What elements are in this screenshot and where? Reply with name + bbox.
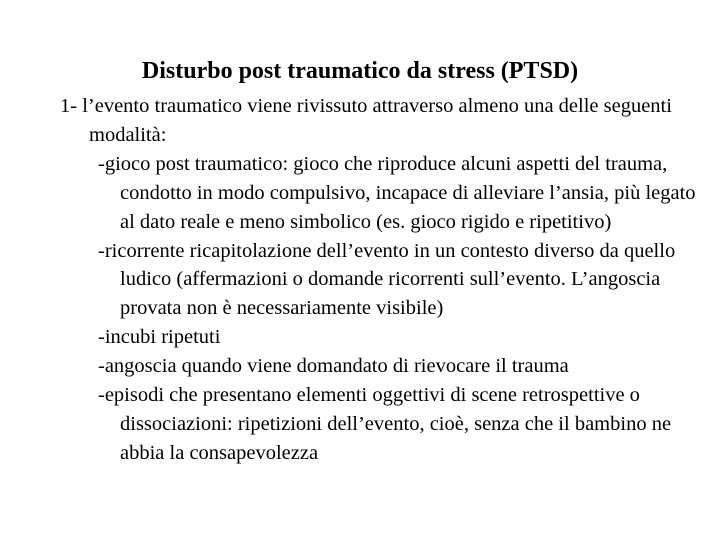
sub-list bbox=[60, 150, 700, 468]
list-item: -incubi ripetuti bbox=[98, 326, 221, 349]
main-point: 1- l’evento traumatico viene rivissuto attraverso almeno una delle seguenti modalità: bbox=[60, 95, 672, 146]
slide-title: Disturbo post traumatico da stress (PTSD) bbox=[141, 58, 579, 84]
list-item: -angoscia quando viene domandato di rievocare il trauma bbox=[98, 355, 569, 378]
list-item: -gioco post traumatico: gioco che riproduce alcuni aspetti del trauma, condotto in modo compulsivo, incapace di alleviare l’ansia, più legato al dato reale e meno simbolico (es. gioco rigido e ripetitivo) bbox=[98, 152, 696, 233]
slide-body bbox=[60, 92, 700, 468]
list-item: -ricorrente ricapitolazione dell’evento in un contesto diverso da quello ludico (affermazioni o domande ricorrenti sull’evento. L’angoscia provata non è necessariamente visibile) bbox=[98, 239, 676, 320]
list-item: -episodi che presentano elementi oggettivi di scene retrospettive o dissociazioni: ripetizioni dell’evento, cioè, senza che il bambino ne abbia la consapevolezza bbox=[98, 384, 672, 464]
